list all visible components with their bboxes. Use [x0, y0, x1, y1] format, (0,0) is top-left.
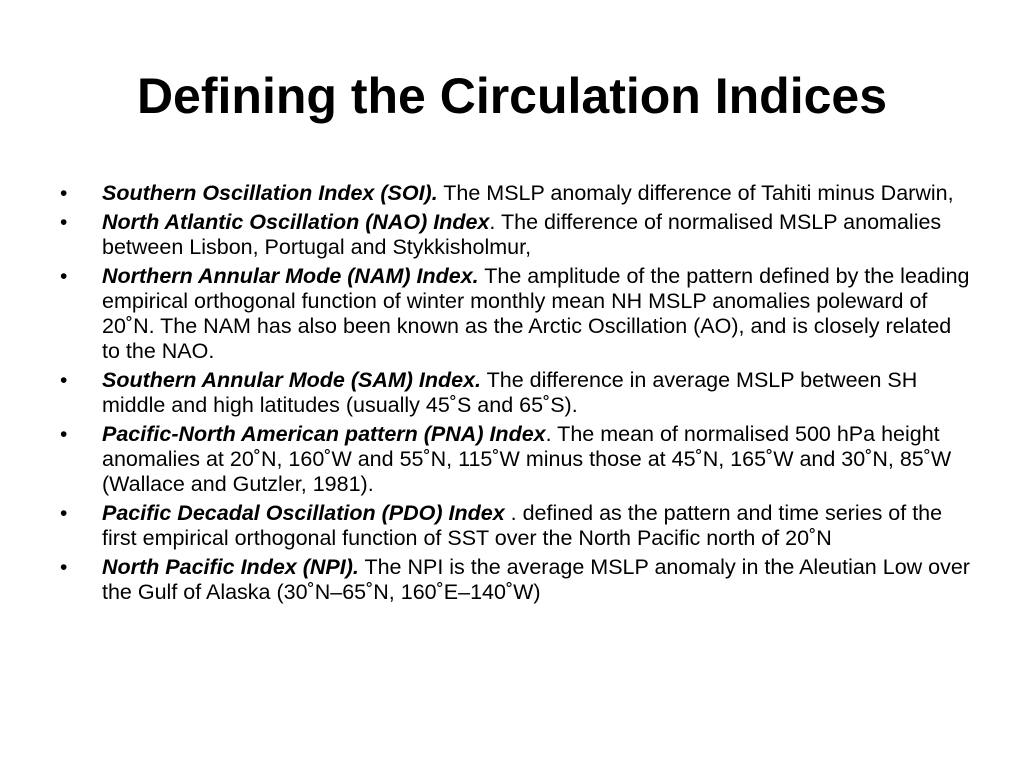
desc-pna: . The mean of normalised 500 hPa height anomalies at 20˚N, 160˚W and 55˚N, 115˚W minus those at 45˚N, 165˚W and 30˚N, 85˚W (Wallace and Gutzler, 1981).	[102, 422, 952, 496]
bullet-nam	[62, 264, 972, 364]
bullet-dot: •	[60, 502, 68, 525]
term-pna: Pacific-North American pattern (PNA) Index	[102, 422, 546, 446]
bullet-sam	[62, 368, 972, 418]
bullet-dot: •	[60, 182, 68, 205]
desc-nao: . The difference of normalised MSLP anomalies between Lisbon, Portugal and Stykkisholmur,	[102, 210, 942, 259]
bullet-pdo	[62, 501, 972, 551]
term-soi: Southern Oscillation Index (SOI).	[102, 181, 438, 205]
desc-nam: The amplitude of the pattern defined by the leading empirical orthogonal function of winter monthly mean NH MSLP anomalies poleward of 20˚N. The NAM has also been known as the Arctic Oscillation (AO), and is closely related to the NAO.	[102, 264, 970, 363]
bullet-dot: •	[60, 423, 68, 446]
desc-npi: The NPI is the average MSLP anomaly in the Aleutian Low over the Gulf of Alaska (30˚N–65˚N, 160˚E–140˚W)	[102, 555, 970, 604]
term-sam: Southern Annular Mode (SAM) Index.	[102, 368, 482, 392]
bullet-pna	[62, 422, 972, 497]
bullet-soi	[62, 181, 972, 206]
bullet-list	[62, 181, 972, 609]
desc-sam: The difference in average MSLP between SH middle and high latitudes (usually 45˚S and 65˚S).	[102, 368, 918, 417]
term-nam: Northern Annular Mode (NAM) Index.	[102, 264, 479, 288]
term-nao: North Atlantic Oscillation (NAO) Index	[102, 210, 490, 234]
term-npi: North Pacific Index (NPI).	[102, 555, 359, 579]
bullet-dot: •	[60, 369, 68, 392]
bullet-nao	[62, 210, 972, 260]
bullet-dot: •	[60, 556, 68, 579]
bullet-dot: •	[60, 211, 68, 234]
bullet-npi	[62, 555, 972, 605]
slide-title: Defining the Circulation Indices	[136, 68, 888, 124]
bullet-dot: •	[60, 265, 68, 288]
desc-pdo: . defined as the pattern and time series of the first empirical orthogonal function of SST over the North Pacific north of 20˚N	[102, 501, 943, 550]
desc-soi: The MSLP anomaly difference of Tahiti minus Darwin,	[437, 181, 954, 205]
term-pdo: Pacific Decadal Oscillation (PDO) Index	[102, 501, 505, 525]
